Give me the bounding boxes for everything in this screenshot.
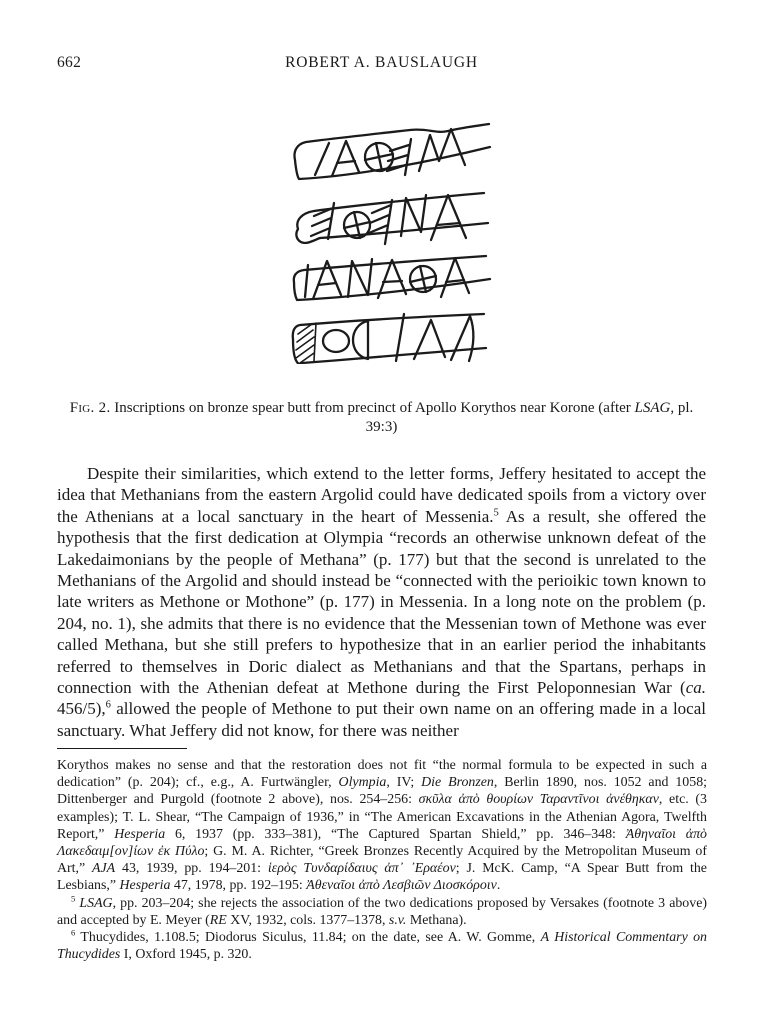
footnote-6: $^6$ Thucydides, 1.108.5; Diodorus Siculus, 11.84; on the date, see A. W. Gomme, A Historical Commentary on Thucydides I, Oxford 1945, p. 320.: [57, 927, 708, 963]
inscription-strip-1: [294, 124, 490, 179]
body-paragraph: Despite their similarities, which extend to the letter forms, Jeffery hesitated to accept the idea that Methanians from the eastern Argolid could have dedicated spoils from a victory over the Athenians at a local sanctuary in the heart of Messenia.$^5$ As a result, she offered the hypothesis that the first dedication at Olympia “records an otherwise unknown defeat of the Lakedaimonians by the people of Methana” (p. 177) but that the second is unrelated to the Methanians of the Argolid and should instead be “connected with the perioikic town known to late writers as Methone or Mothone” (p. 177) in Messenia. In a long note on the problem (p. 204, no. 1), she admits that there is no evidence that the Messenian town of Methone was ever called Methana, but she still prefers to hypothesize that in an earlier period the inhabitants referred to themselves in Doric dialect as Methanians and that the Spartans, perhaps in connection with the Athenian defeat at Methone during the First Peloponnesian War (ca. 456/5),$^6$ allowed the people of Methone to put their own name on an offering made in a local sanctuary. What Jeffery did not know, for there was neither: [57, 464, 706, 740]
running-head: [57, 54, 706, 76]
inscription-strip-3: [294, 256, 490, 300]
running-head-title: ROBERT A. BAUSLAUGH: [285, 54, 478, 71]
page-number: 662: [57, 54, 82, 71]
footnote-separator-rule: [57, 748, 187, 749]
hatched-end-cap: [296, 323, 316, 363]
inscription-strip-2: [296, 193, 488, 244]
figure-inscriptions-drawing: [288, 112, 493, 364]
footnote-5: $^5$ LSAG, pp. 203–204; she rejects the association of the two dedications proposed by Versakes (footnote 3 above) and accepted by E. Meyer (RE XV, 1932, cols. 1377–1378, s.v. Methana).: [57, 893, 707, 928]
figure-caption: Fig. 2. Inscriptions on bronze spear butt from precinct of Apollo Korythos near Korone (after LSAG, pl. 39:3): [69, 400, 694, 435]
inscription-strip-4: [293, 314, 486, 364]
footnote-4-continuation: Korythos makes no sense and that the restoration does not fit “the normal formula to be expected in such a dedication” (p. 204); cf., e.g., A. Furtwängler, Olympia, IV; Die Bronzen, Berlin 1890, nos. 1052 and 1058; Dittenberger and Purgold (footnote 2 above), nos. 254–256: σκῦλα ἀπὸ θουρίων Ταραντῖνοι ἀνέθηκαν, etc. (3 examples); T. L. Shear, “The Campaign of 1936,” in “The American Excavations in the Athenian Agora, Twelfth Report,” Hesperia 6, 1937 (pp. 333–381), “The Captured Spartan Shield,” pp. 346–348: Ἀθηναῖοι ἀπὸ Λακεδαιμ[ον]ίων ἐκ Πύλο; G. M. A. Richter, “Greek Bronzes Recently Acquired by the Metropolitan Museum of Art,” AJA 43, 1939, pp. 194–201: ἱερὸς Τυνδαρίδαιυς ἀπ᾽ ᾽Εραέον; J. McK. Camp, “A Spear Butt from the Lesbians,” Hesperia 47, 1978, pp. 192–195: Ἀθεναῖοι ἀπὸ Λεσβιῶν Διοσκόροιν.: [57, 758, 708, 894]
body-text: [57, 463, 706, 741]
footnotes-block: [57, 757, 707, 963]
